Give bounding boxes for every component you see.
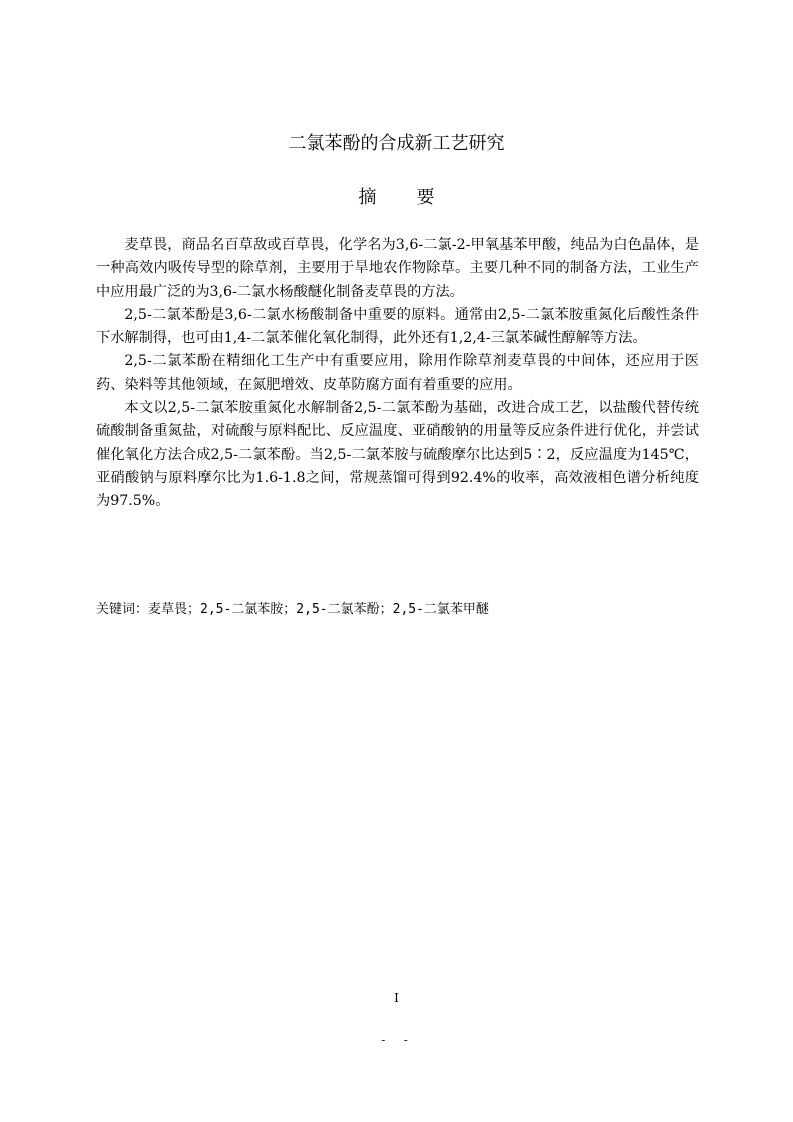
abstract-heading-char-1: 摘 — [358, 187, 377, 208]
abstract-body — [96, 234, 699, 514]
document-title: 二氯苯酚的合成新工艺研究 — [288, 133, 505, 154]
keywords-line: 关键词：麦草畏；2,5-二氯苯胺；2,5-二氯苯酚；2,5-二氯苯甲醚 — [96, 602, 489, 617]
abstract-paragraph-3: 2,5-二氯苯酚在精细化工生产中有重要应用，除用作除草剂麦草畏的中间体，还应用于医药、染料等其他领域，在氮肥增效、皮革防腐方面有着重要的应用。 — [96, 353, 699, 393]
abstract-paragraph-1: 麦草畏，商品名百草敌或百草畏，化学名为3,6-二氯-2-甲氧基苯甲酸，纯品为白色晶体，是一种高效内吸传导型的除草剂，主要用于旱地农作物除草。主要几种不同的制备方法，工业生产中应用最广泛的为3,6-二氯水杨酸醚化制备麦草畏的方法。 — [96, 237, 699, 300]
footer-mark: - - — [379, 1033, 414, 1047]
abstract-paragraph-2: 2,5-二氯苯酚是3,6-二氯水杨酸制备中重要的原料。通常由2,5-二氯苯胺重氮化后酸性条件下水解制得，也可由1,4-二氯苯催化氧化制得，此外还有1,2,4-三氯苯碱性醇解等方法。 — [96, 306, 699, 347]
abstract-paragraph-4: 本文以2,5-二氯苯胺重氮化水解制备2,5-二氯苯酚为基础，改进合成工艺，以盐酸代替传统硫酸制备重氮盐，对硫酸与原料配比、反应温度、亚硝酸钠的用量等反应条件进行优化，并尝试催化氧化方法合成2,5-二氯苯酚。当2,5-二氯苯胺与硫酸摩尔比达到5∶2，反应温度为145℃，亚硝酸钠与原料摩尔比为1.6-1.8之间，常规蒸馏可得到92.4%的收率，高效液相色谱分析纯度为97.5%。 — [96, 400, 699, 510]
abstract-heading — [0, 186, 793, 210]
abstract-heading-char-2: 要 — [416, 187, 435, 208]
page-number: I — [394, 991, 399, 1005]
